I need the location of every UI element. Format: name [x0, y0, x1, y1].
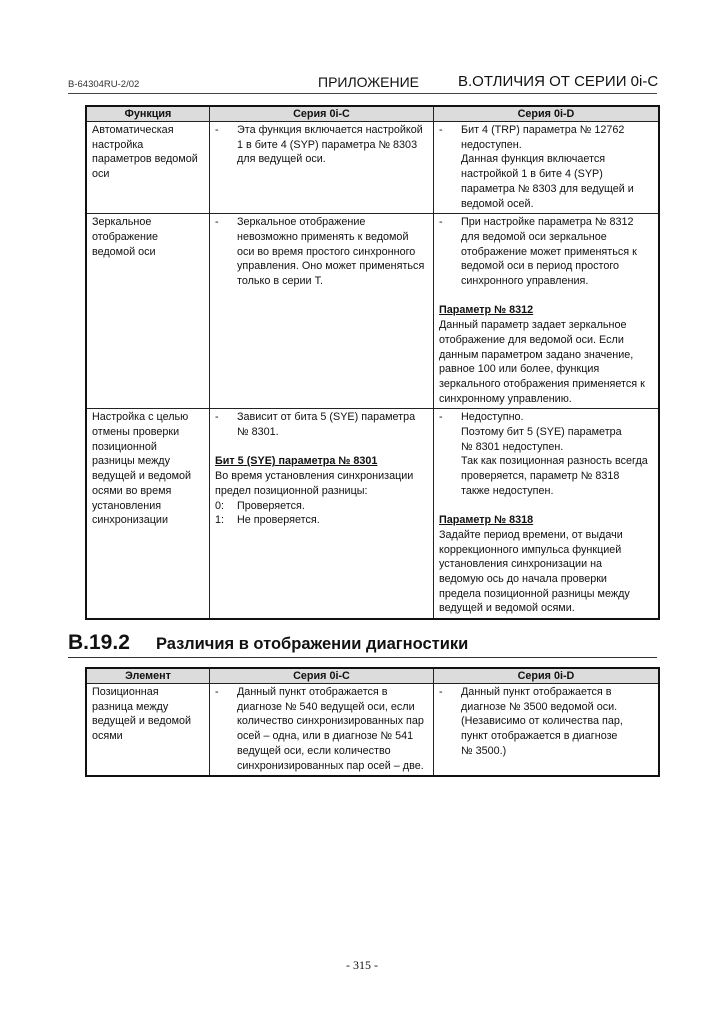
function-name: Автоматическая настройка параметров ведомой оси [92, 124, 198, 181]
column-header: Серия 0i-D [434, 668, 660, 684]
element-name: Позиционная разница между ведущей и ведомой осями [92, 686, 192, 743]
bullet-item: - Зеркальное отображение невозможно применять к ведомой оси во время простого синхронного управления. Оно может применяться только в серии T. [215, 216, 425, 288]
table-header-row [86, 106, 659, 122]
bullet-item: - Данный пункт отображается в диагнозе № 3500 ведомой оси. (Независимо от количества пар, пункт отображается в диагнозе № 3500.) [439, 686, 623, 757]
section-heading [68, 631, 657, 658]
function-name: Настройка с целью отмены проверки позиционной разницы между ведущей и ведомой осями во время установления синхронизации [92, 411, 192, 527]
option-item: 0: Проверяется. [215, 499, 305, 512]
bullet-item: - Недоступно. Поэтому бит 5 (SYE) параметра № 8301 недоступен. Так как позиционная разность всегда проверяется, параметр № 8318 также недоступен. [439, 411, 648, 497]
table-row [86, 684, 659, 777]
page-number: - 315 - [346, 958, 378, 972]
parameter-description: Данный параметр задает зеркальное отображение для ведомой оси. Если данным параметром задано значение, равное 100 или более, функция зеркального отображения применяется к синхронному управлению. [439, 319, 645, 405]
table-row [86, 409, 659, 619]
section-title: Различия в отображении диагностики [156, 635, 469, 653]
bullet-item: - При настройке параметра № 8312 для ведомой оси зеркальное отображение может применяться к ведомой оси в период простого синхронного управления. [439, 216, 637, 288]
parameter-description: Задайте период времени, от выдачи коррекционного импульса функцией установления синхронизации на ведомую ось до начала проверки предела позиционной разницы между ведущей и ведомой осями. [439, 528, 630, 615]
parameter-heading: Параметр № 8312 [439, 304, 534, 317]
table-row [86, 122, 659, 214]
diagnostics-comparison-table [85, 667, 660, 777]
parameter-description: Во время установления синхронизации предел позиционной разницы: [215, 470, 414, 497]
section-number: B.19.2 [68, 631, 130, 654]
function-name: Зеркальное отображение ведомой оси [92, 216, 159, 258]
header-divider [68, 93, 657, 94]
document-code: B-64304RU-2/02 [68, 79, 140, 90]
bullet-item: - Бит 4 (TRP) параметра № 12762 недоступен. Данная функция включается настройкой 1 в бите 4 (SYP) параметра № 8303 для ведущей и ведомой осей. [439, 124, 634, 210]
column-header: Серия 0i-D [434, 106, 660, 122]
bullet-item: - Эта функция включается настройкой 1 в бите 4 (SYP) параметра № 8303 для ведущей оси. [215, 124, 423, 166]
header-chapter: В.ОТЛИЧИЯ ОТ СЕРИИ 0i-C [458, 73, 659, 90]
column-header: Элемент [86, 668, 210, 684]
column-header: Серия 0i-C [210, 106, 434, 122]
table-header-row [86, 668, 659, 684]
bullet-item: - Зависит от бита 5 (SYE) параметра № 8301. [215, 411, 416, 439]
header-section: ПРИЛОЖЕНИЕ [318, 74, 420, 90]
table-row [86, 214, 659, 409]
bullet-item: - Данный пункт отображается в диагнозе № 540 ведущей оси, если количество синхронизированных пар осей – одна, или в диагнозе № 541 ведущей оси, если количество синхронизированных пар осей – две. [215, 686, 424, 772]
parameter-heading: Параметр № 8318 [439, 514, 534, 527]
option-item: 1: Не проверяется. [215, 514, 320, 527]
column-header: Функция [86, 106, 210, 122]
parameter-heading: Бит 5 (SYE) параметра № 8301 [215, 455, 378, 468]
column-header: Серия 0i-C [210, 668, 434, 684]
function-comparison-table [85, 105, 660, 620]
